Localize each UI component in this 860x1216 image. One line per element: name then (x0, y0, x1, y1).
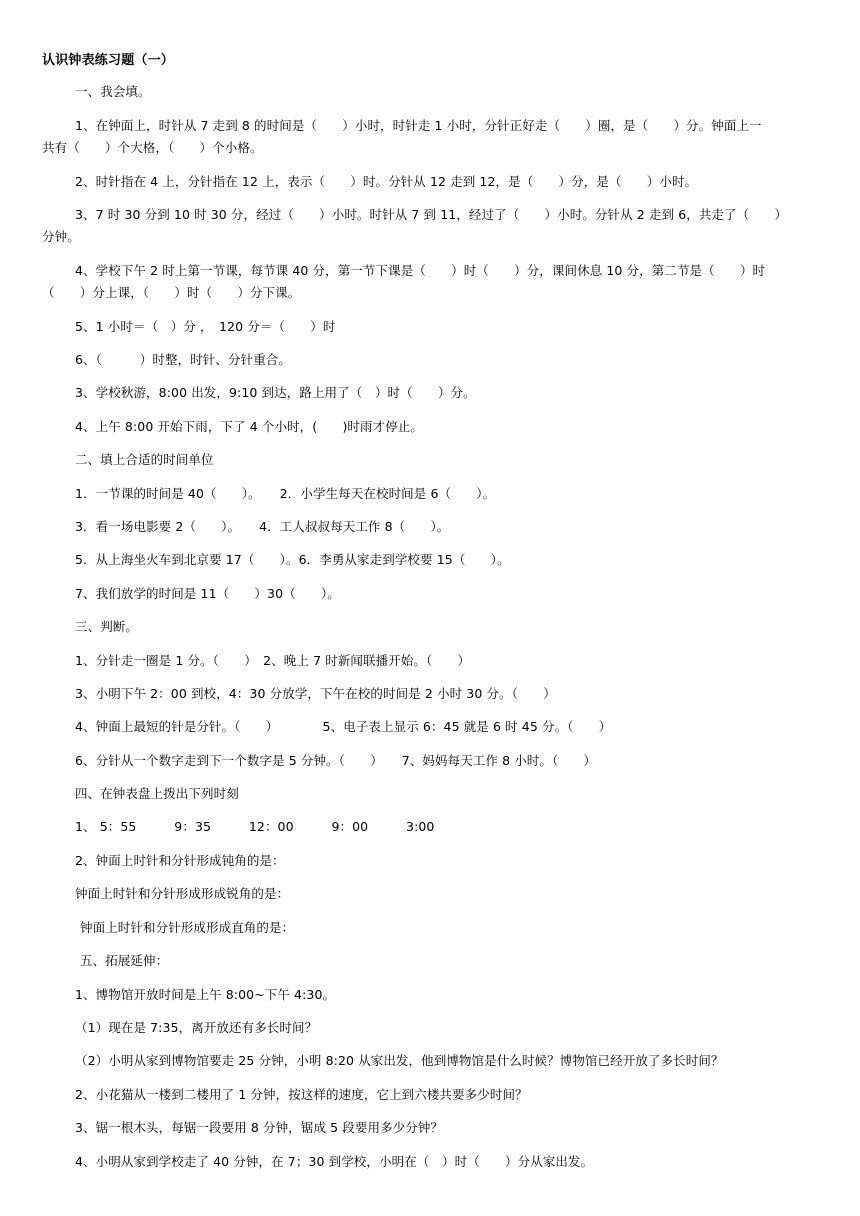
question-line: 3．看一场电影要 2（ ）。 4．工人叔叔每天工作 8（ ）。 (75, 519, 450, 534)
question-line: 6、分针从一个数字走到下一个数字是 5 分钟。（ ） 7、妈妈每天工作 8 小时。（ ） (75, 753, 597, 768)
question-line: 2、钟面上时针和分针形成钝角的是： (75, 853, 285, 868)
page-title: 认识钟表练习题（一） (42, 53, 175, 68)
question-line: 3、学校秋游，8:00 出发，9:10 到达，路上用了（ ）时（ ）分。 (75, 385, 476, 400)
question-line: 钟面上时针和分针形成形成锐角的是： (75, 886, 290, 901)
question-line-continued: 共有（ ）个大格，（ ）个小格。 (42, 140, 263, 155)
question-line: （2）小明从家到博物馆要走 25 分钟，小明 8:20 从家出发，他到博物馆是什么时候？博物馆已经开放了多长时间？ (75, 1053, 724, 1068)
question-line: 钟面上时针和分针形成形成直角的是： (80, 920, 295, 935)
question-line: 3、锯一根木头，每锯一段要用 8 分钟，锯成 5 段要用多少分钟？ (75, 1120, 444, 1135)
section-heading-judge: 三、判断。 (75, 619, 139, 634)
section-heading-time-units: 二、填上合适的时间单位 (75, 452, 214, 467)
question-line: 5、1 小时＝（ ）分 ， 120 分＝（ ）时 (75, 319, 336, 334)
question-line: （1）现在是 7:35，离开放还有多长时间？ (75, 1020, 318, 1035)
question-line: 1、博物馆开放时间是上午 8:00~下午 4:30。 (75, 987, 336, 1002)
question-line: 7、我们放学的时间是 11（ ）30（ ）。 (75, 586, 340, 601)
question-line: 2、小花猫从一楼到二楼用了 1 分钟，按这样的速度，它上到六楼共要多少时间？ (75, 1087, 528, 1102)
section-heading-clock-face: 四、在钟表盘上拨出下列时刻 (75, 786, 239, 801)
question-line: 5．从上海坐火车到北京要 17（ ）。6．李勇从家走到学校要 15（ ）。 (75, 552, 510, 567)
question-line: 4、上午 8:00 开始下雨，下了 4 个小时，( )时雨才停止。 (75, 419, 424, 434)
question-line: 3、小明下午 2：00 到校，4：30 分放学，下午在校的时间是 2 小时 30 分。（ ） (75, 686, 556, 701)
question-line: 4、学校下午 2 时上第一节课，每节课 40 分，第一节下课是（ ）时（ ）分，课间休息 10 分，第二节是（ ）时 (75, 263, 766, 278)
question-line: 3、7 时 30 分到 10 时 30 分，经过（ ）小时。时针从 7 到 11，经过了（ ）小时。分针从 2 走到 6，共走了（ ） (75, 207, 788, 222)
section-heading-fill-in: 一、我会填。 (75, 84, 151, 99)
question-line: 4、钟面上最短的针是分针。（ ） 5、电子表上显示 6：45 就是 6 时 45 分。（ ） (75, 719, 612, 734)
question-line: 6、（ ）时整，时针、分针重合。 (75, 352, 292, 367)
section-heading-extension: 五、拓展延伸： (80, 953, 169, 968)
question-line-continued: 分钟。 (42, 229, 80, 244)
question-line: 1、 5：55 9：35 12：00 9：00 3:00 (75, 819, 435, 834)
question-line: 1．一节课的时间是 40（ ）。 2．小学生每天在校时间是 6（ ）。 (75, 486, 496, 501)
question-line: 4、小明从家到学校走了 40 分钟，在 7；30 到学校，小明在（ ）时（ ）分从家出发。 (75, 1154, 594, 1169)
question-line: 1、在钟面上，时针从 7 走到 8 的时间是（ ）小时，时针走 1 小时，分针正好走（ ）圈，是（ ）分。钟面上一 (75, 118, 762, 133)
question-line: 1、分针走一圈是 1 分。（ ） 2、晚上 7 时新闻联播开始。（ ） (75, 653, 471, 668)
question-line-continued: （ ）分上课，（ ）时（ ）分下课。 (42, 285, 301, 300)
question-line: 2、时针指在 4 上，分针指在 12 上，表示（ ）时。分针从 12 走到 12，是（ ）分，是（ ）小时。 (75, 174, 698, 189)
